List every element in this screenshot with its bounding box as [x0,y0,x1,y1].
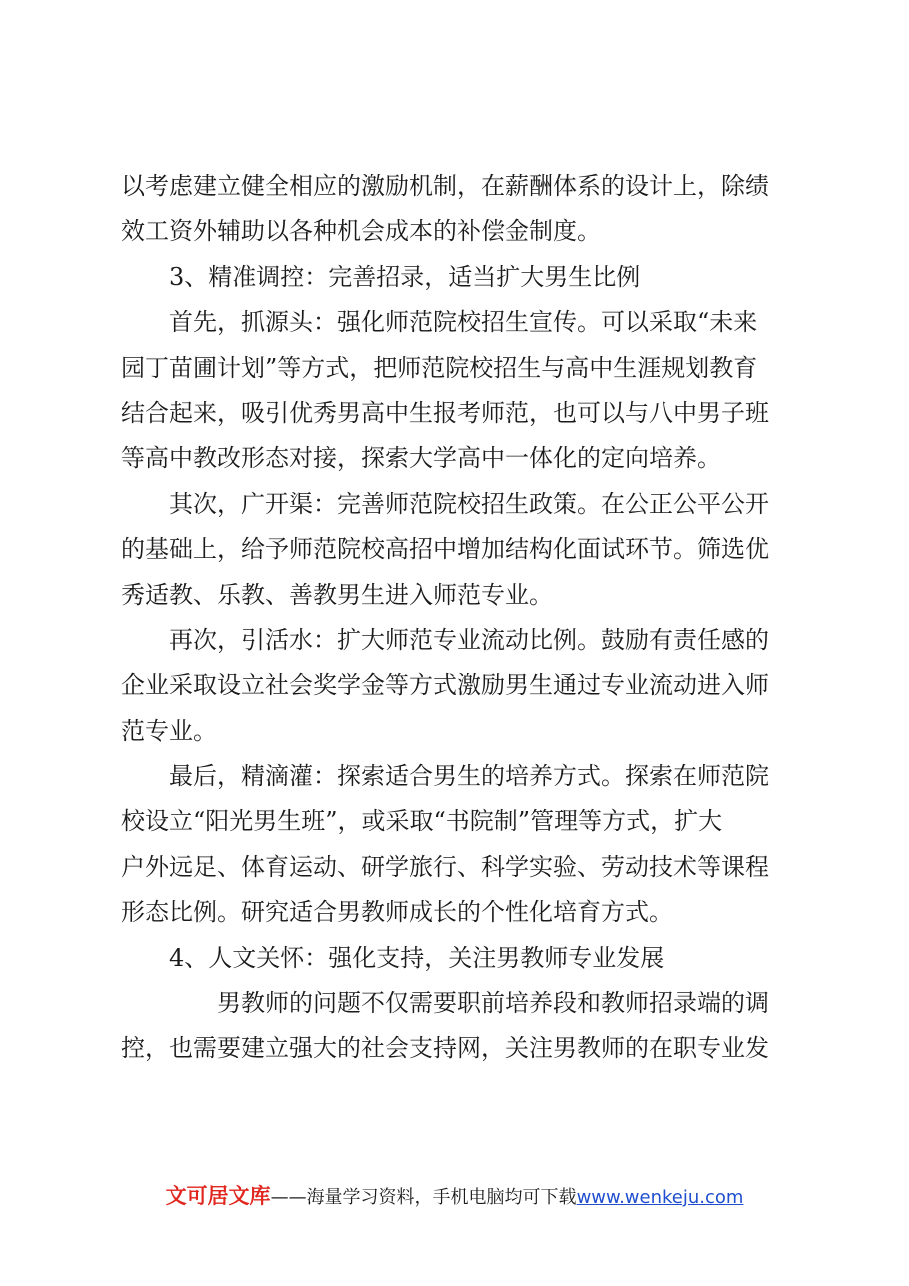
text-line: 其次，广开渠：完善师范院校招生政策。在公正公平公开 [169,489,769,518]
text-line: 控，也需要建立强大的社会支持网，关注男教师的在职专业发 [121,1034,769,1063]
text-line: 范专业。 [121,716,217,745]
footer-link[interactable]: www.wenkeju.com [576,1187,744,1208]
text-line: 效工资外辅助以各种机会成本的补偿金制度。 [121,217,601,246]
text-line: 的基础上，给予师范院校高招中增加结构化面试环节。筛选优 [121,535,769,564]
text-line: 秀适教、乐教、善教男生进入师范专业。 [121,580,553,609]
text-line: 以考虑建立健全相应的激励机制，在薪酬体系的设计上，除绩 [121,172,769,200]
page-footer [0,1180,909,1214]
text-line: 结合起来，吸引优秀男高中生报考师范，也可以与八中男子班 [121,398,769,427]
text-line: 男教师的问题不仅需要职前培养段和教师招录端的调 [217,989,769,1018]
text-line: 户外远足、体育运动、研学旅行、科学实验、劳动技术等课程 [121,852,769,881]
text-line: 园丁苗圃计划”等方式，把师范院校招生与高中生涯规划教育 [121,353,758,382]
text-line: 企业采取设立社会奖学金等方式激励男生通过专业流动进入师 [121,671,769,700]
section-heading: 3、精准调控：完善招录，适当扩大男生比例 [169,262,641,291]
footer-brand: 文可居文库 [165,1184,271,1208]
section-heading: 4、人文关怀：强化支持，关注男教师专业发展 [169,943,665,972]
text-line: 形态比例。研究适合男教师成长的个性化培育方式。 [121,898,673,927]
document-body [121,164,793,1072]
text-line: 再次，引活水：扩大师范专业流动比例。鼓励有责任感的 [169,625,769,654]
text-line: 等高中教改形态对接，探索大学高中一体化的定向培养。 [121,444,721,473]
text-line: 校设立“阳光男生班”，或采取“书院制”管理等方式，扩大 [121,807,723,836]
text-line: 首先，抓源头：强化师范院校招生宣传。可以采取“未来 [169,308,758,337]
footer-tagline: ——海量学习资料，手机电脑均可下载 [270,1187,577,1208]
text-line: 最后，精滴灌：探索适合男生的培养方式。探索在师范院 [169,762,769,791]
